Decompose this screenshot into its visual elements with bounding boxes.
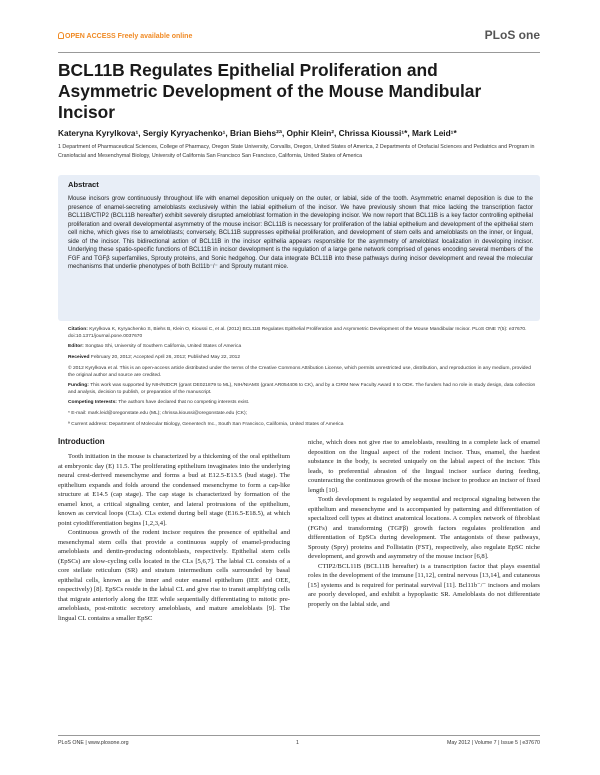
current-address: ª Current address: Department of Molecular Biology, Genentech Inc., South San Francisco, California, United States of America [68, 422, 344, 427]
page-number: 1 [296, 740, 299, 746]
abstract-text: Mouse incisors grow continuously throughout life with enamel deposition uniquely on the outer, or labial, side of the tooth. Asymmetric enamel deposition is due to the presence of enamel-secreting ameloblasts exclusively within the labial epithelium of the incisor. We have previously shown that mice lacking the transcription factor BCL11B/CTIP2 (BCL11B hereafter) exhibit severely disrupted ameloblast formation in the developing incisor. We now report that BCL11B is a key factor controlling epithelial proliferation and overall developmental asymmetry of the mouse incisor: BCL11B is necessary for proliferation of the labial epithelium and development of the epithelial stem cell niche, which gives rise to ameloblasts; conversely, BCL11B suppresses epithelial proliferation, and development of stem cells and ameloblasts on the inner, or lingual, side of the incisor. This bidirectional action of BCL11B in the incisor epithelia appears responsible for the asymmetry of ameloblast localization in developing incisor. Underlying these spatio-specific functions of BCL11B in incisor development is the regulation of a large gene network comprised of genes encoding several members of the FGF and TGFβ superfamilies, Sprouty proteins, and Sonic hedgehog. Our data integrate BCL11B into these pathways during incisor development and reveal the molecular mechanisms that underlie phenotypes of both Bcl11b⁻/⁻ and Sprouty mutant mice. [68, 196, 533, 270]
abstract-heading: Abstract [68, 180, 99, 189]
footer-divider [58, 735, 540, 736]
funding: Funding: This work was supported by NIH/NIDCR (grant DE021879 to ML), NIH/NIAMS (grant AR054406 to CK), and by a CIRM New Faculty Award II to ODK. The funders had no role in study design, data collection and analysis, decision to publish, or preparation of the manuscript. [68, 383, 536, 396]
paragraph: niche, which does not give rise to ameloblasts, resulting in a complete lack of enamel deposition on the lingual aspect of the rodent incisor. Thus, enamel, the hardest substance in the body, is secreted uniquely on the labial aspect of the incisor. This leads, to preferential abrasion of the lingual incisor surface during feeding, counteracting the continuous growth of the mouse incisor to produce an incisor of fixed length [10]. [308, 439, 540, 494]
section-heading: Introduction [58, 437, 105, 446]
paragraph: Tooth development is regulated by sequential and reciprocal signaling between the epithelium and mesenchyme and is accompanied by patterning and differentiation of specialized cell types at distinct anatomical locations. A complex network of fibroblast (FGFs) and transforming (TGFβ) growth factors regulates proliferation and differentiation of EpSCs during development. The antagonists of these pathways, Sprouty (Spry) proteins and Follistatin (FST), respectively, also regulate EpSC niche development, and growth and asymmetry of the mouse incisor [6,8]. [308, 496, 540, 560]
header-divider [58, 52, 540, 53]
affiliations: 1 Department of Pharmaceutical Sciences, College of Pharmacy, Oregon State University, Corvallis, Oregon, United States of America, 2 Departments of Orofacial Sciences and Pediatrics and Program in Craniofacial and Mesenchymal Biology, University of California San Francisco San Francisco, California, United States of America [58, 144, 535, 159]
page-header [58, 28, 540, 50]
right-column [308, 438, 540, 609]
open-lock-icon [58, 32, 64, 39]
copyright: © 2012 Kyrylkova et al. This is an open-access article distributed under the terms of the Creative Commons Attribution License, which permits unrestricted use, distribution, and reproduction in any medium, provided the original author and source are credited. [68, 366, 531, 379]
footer-issue: May 2012 | Volume 7 | Issue 5 | e37670 [446, 740, 540, 746]
open-access-label: OPEN ACCESS Freely available online [58, 32, 192, 40]
paragraph: Continuous growth of the rodent incisor requires the presence of epithelial and mesenchymal stem cells that provide a continuous supply of enamel-producing ameloblasts and dentin-producing odontoblasts, respectively. Epithelial stem cells (EpSCs) are slow-cycling cells located in the CLs [5,6,7]. The labial CL consists of a core stellate reticulum (SR) and stratum intermedium cells surrounded by basal epithelial cells, known as the inner and outer enamel epithelium (IEE and OEE, respectively) [8]. EpSCs reside in the labial CL and give rise to transit amplifying cells that migrate anteriorly along the IEE while sequentially differentiating to mitotic pre-ameloblasts, post-mitotic secretory ameloblasts, and mature ameloblasts [9]. The lingual CL contains a smaller EpSC [58, 529, 290, 622]
footer-journal[interactable]: PLoS ONE | www.plosone.org [58, 740, 129, 746]
dates: Received February 20, 2012; Accepted April 26, 2012; Published May 22, 2012 [68, 355, 241, 360]
author-list: Kateryna Kyrylkova¹, Sergiy Kyryachenko¹, Brian Biehs²ª, Ophir Klein², Chrissa Kioussi¹*, Mark Leid¹* [58, 128, 457, 138]
paragraph: Tooth initiation in the mouse is characterized by a thickening of the oral epithelium at embryonic day (E) 11.5. The proliferating epithelium invaginates into the underlying neural crest-derived mesenchyme and forms a bud at E12.5-E13.5 (bud stage). The epithelium expands and folds around the condensed mesenchyme to form a cap-like structure at E14.5 (cap stage). The cap stage is characterized by formation of the enamel knot, a critical signaling center, and lateral protrusions of the epithelium, known as cervical loops (CLs). CLs extend during bell stage (E16.5-E18.5), at which point cytodifferentiation begins [1,2,3,4]. [58, 453, 290, 527]
left-column [58, 452, 290, 623]
journal-logo[interactable]: PLoS one [484, 28, 540, 42]
article-title: BCL11B Regulates Epithelial Proliferation and Asymmetric Development of the Mouse Mandibular Incisor [58, 60, 482, 122]
editor: Editor: Songtao Shi, University of Southern California, United States of America [68, 344, 242, 349]
paragraph: CTIP2/BCL11B (BCL11B hereafter) is a transcription factor that plays essential roles in the development of the immune [11,12], central nervous [13,14], and cutaneous [15] systems and is required for perinatal survival [11]. Bcl11b⁻/⁻ incisors and molars are poorly developed, and exhibit a hypoplastic SR. Ameloblasts do not differentiate properly on the labial side, and [308, 562, 540, 608]
email[interactable]: * E-mail: mark.leid@oregonstate.edu (ML); chrissa.kioussi@oregonstate.edu (CK); [68, 411, 248, 416]
citation: Citation: Kyrylkova K, Kyryachenko S, Biehs B, Klein O, Kioussi C, et al. (2012) BCL11B Regulates Epithelial Proliferation and Asymmetric Development of the Mouse Mandibular Incisor. PLoS ONE 7(5): e37670. doi:10.1371/journal.pone.0037670 [68, 327, 527, 340]
page-footer [58, 740, 540, 752]
competing-interests: Competing Interests: The authors have declared that no competing interests exist. [68, 400, 250, 405]
